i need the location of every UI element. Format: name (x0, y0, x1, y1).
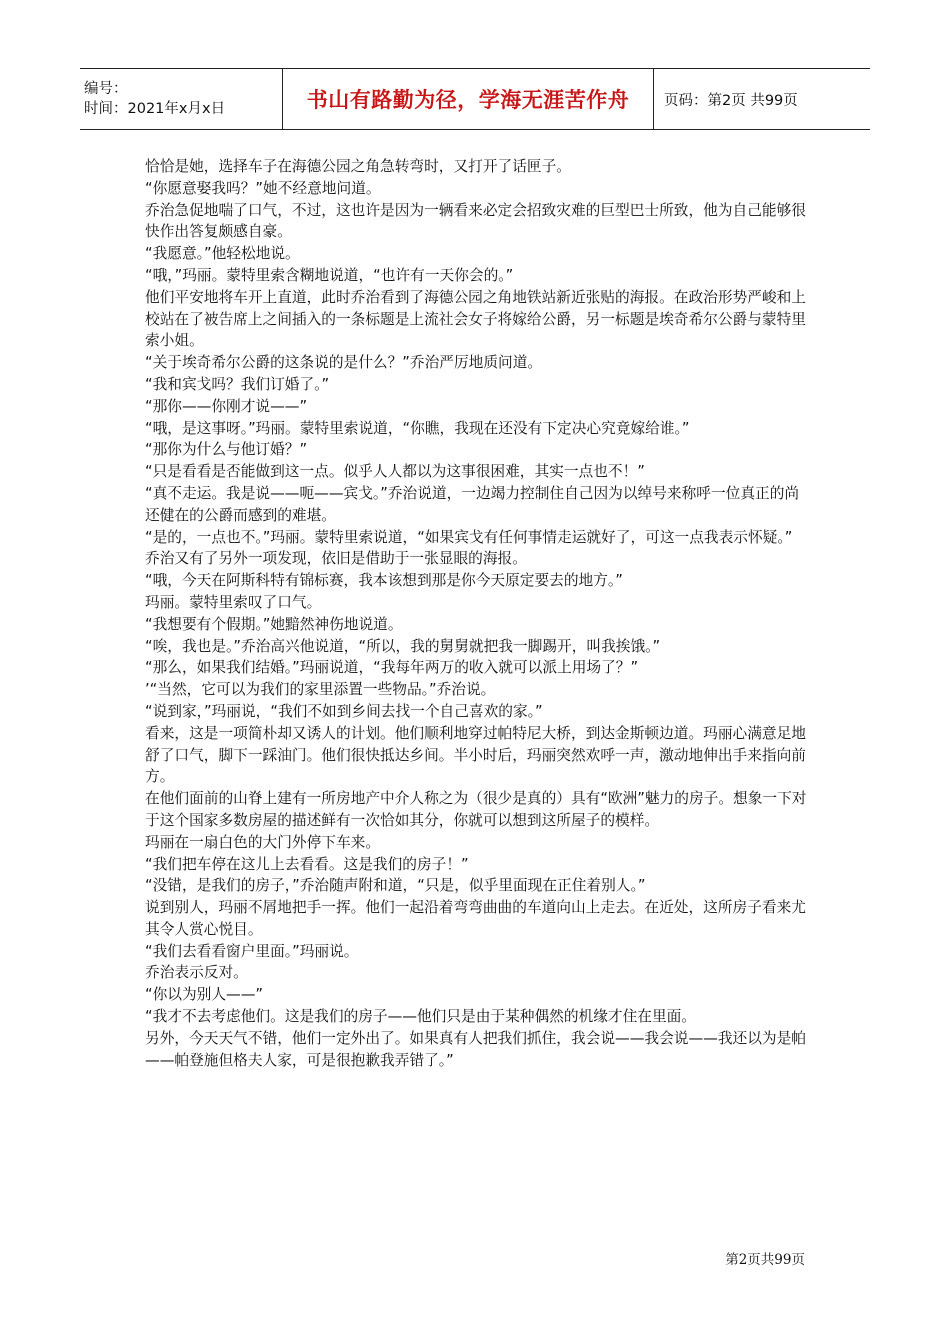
paragraph: 看来，这是一项简朴却又诱人的计划。他们顺利地穿过帕特尼大桥，到达金斯顿边道。玛丽心满意足地舒了口气，脚下一踩油门。他们很快抵达乡间。半小时后，玛丽突然欢呼一声，激动地伸出手来指向前方。 (145, 724, 806, 786)
paragraph: “那么，如果我们结婚。”玛丽说道，“我每年两万的收入就可以派上用场了？” (145, 659, 639, 677)
paragraph: “那你——你刚才说——” (145, 397, 308, 415)
paragraph: “哦，今天在阿斯科特有锦标赛，我本该想到那是你今天原定要去的地方。” (145, 572, 623, 590)
paragraph: “我和宾戈吗？我们订婚了。” (145, 375, 330, 393)
paragraph: 玛丽。蒙特里索叹了口气。 (145, 593, 322, 611)
paragraph: 恰恰是她，选择车子在海德公园之角急转弯时，又打开了话匣子。 (145, 158, 571, 175)
paragraph: 他们平安地将车开上直道，此时乔治看到了海德公园之角地铁站新近张贴的海报。在政治形势严峻和上校站在了被告席上之间插入的一条标题是上流社会女子将嫁给公爵，另一标题是埃奇希尔公爵与蒙特里索小姐。 (145, 288, 806, 350)
paragraph: “你愿意娶我吗？”她不经意地问道。 (145, 179, 381, 197)
header-page-info (654, 69, 870, 129)
paragraph: “没错，是我们的房子，”乔治随声附和道，“只是，似乎里面现在正住着别人。” (145, 877, 646, 895)
paragraph: 乔治急促地喘了口气，不过，这也许是因为一辆看来必定会招致灾难的巨型巴士所致，他为自己能够很快作出答复颇感自豪。 (145, 201, 806, 241)
motto-text: 书山有路勤为径，学海无涯苦作舟 (306, 88, 630, 112)
paragraph: “哦，”玛丽。蒙特里索含糊地说道，“也许有一天你会的。” (145, 266, 514, 284)
paragraph: “说到家，”玛丽说，“我们不如到乡间去找一个自己喜欢的家。” (145, 702, 543, 720)
paragraph: 在他们面前的山脊上建有一所房地产中介人称之为（很少是真的）具有“欧洲”魅力的房子。想象一下对于这个国家多数房屋的描述鲜有一次恰如其分，你就可以想到这所屋子的模样。 (145, 790, 807, 829)
paragraph: 玛丽在一扇白色的大门外停下车来。 (145, 833, 381, 851)
paragraph: 乔治又有了另外一项发现，依旧是借助于一张显眼的海报。 (145, 550, 527, 568)
footer-page-number: 第2页共99页 (725, 1252, 805, 1268)
paragraph: “我才不去考虑他们。这是我们的房子——他们只是由于某种偶然的机缘才住在里面。 (145, 1008, 697, 1026)
paragraph: ’“当然，它可以为我们的家里添置一些物品。”乔治说。 (145, 681, 496, 699)
header-meta (80, 69, 282, 129)
paragraph: “我们把车停在这儿上去看看。这是我们的房子！” (145, 855, 469, 873)
page-number-info: 页码：第2页 共99页 (664, 92, 798, 109)
paragraph: “哦，是这事呀。”玛丽。蒙特里索说道，“你瞧，我现在还没有下定决心究竟嫁给谁。” (145, 419, 690, 437)
header-motto (282, 69, 654, 129)
paragraph: “是的，一点也不。”玛丽。蒙特里索说道，“如果宾戈有任何事情走运就好了，可这一点我表示怀疑。” (145, 528, 793, 546)
paragraph: “我愿意。”他轻松地说。 (145, 245, 300, 263)
page-header (80, 68, 870, 130)
paragraph: “真不走运。我是说——呃——宾戈。”乔治说道，一边竭力控制住自己因为以绰号来称呼一位真正的尚还健在的公爵而感到的难堪。 (145, 484, 800, 524)
document-date: 时间：2021年x月x日 (84, 101, 226, 117)
paragraph: 另外，今天天气不错，他们一定外出了。如果真有人把我们抓住，我会说——我会说——我还以为是帕——帕登施但格夫人家，可是很抱歉我弄错了。” (145, 1029, 806, 1069)
paragraph: “只是看看是否能做到这一点。似乎人人都以为这事很困难，其实一点也不！” (145, 463, 645, 481)
paragraph: “我想要有个假期。”她黯然神伤地说道。 (145, 615, 403, 633)
paragraph: “唉，我也是。”乔治高兴他说道，“所以，我的舅舅就把我一脚踢开，叫我挨饿。” (145, 637, 661, 655)
paragraph: “关于埃奇希尔公爵的这条说的是什么？”乔治严厉地质问道。 (145, 354, 543, 372)
page-footer (725, 1248, 805, 1268)
paragraph: “你以为别人——” (145, 986, 264, 1004)
document-body (145, 156, 810, 1071)
document-number-label: 编号： (84, 81, 128, 97)
paragraph: “我们去看看窗户里面。”玛丽说。 (145, 942, 359, 960)
paragraph: 乔治表示反对。 (145, 964, 248, 982)
paragraph: “那你为什么与他订婚？” (145, 441, 308, 459)
paragraph: 说到别人，玛丽不屑地把手一挥。他们一起沿着弯弯曲曲的车道向山上走去。在近处，这所房子看来尤其令人赏心悦目。 (145, 899, 806, 938)
